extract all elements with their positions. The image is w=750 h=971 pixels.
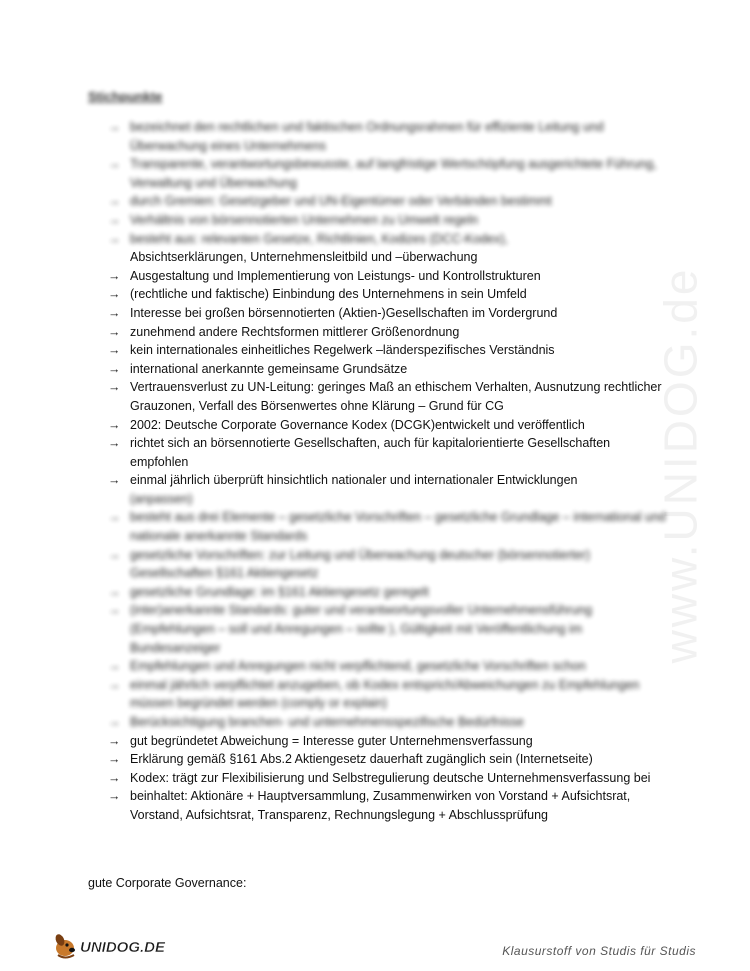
list-item-line: richtet sich an börsennotierte Gesellschaften, auch für kapitalorientierte Gesellschaften empfohlen	[130, 436, 611, 469]
list-item-text	[130, 360, 668, 379]
bullet-list	[108, 118, 668, 825]
arrow-icon: →	[108, 231, 121, 246]
list-item-line: bezeichnet den rechtlichen und faktischen Ordnungsrahmen für effiziente Leitung und Überwachung eines Unternehmens	[130, 120, 604, 153]
arrow-icon: →	[108, 715, 121, 729]
list-item-line: gesetzliche Vorschriften: zur Leitung und Überwachung deutscher (börsennotierter) Gesellschaften §161 Aktiengesetz	[130, 547, 590, 581]
list-item-text	[130, 471, 668, 508]
list-item-line: Verhältnis von börsennotierten Unternehmen zu Umwelt regeln	[130, 212, 479, 227]
list-item-line: gut begründetet Abweichung = Interesse guter Unternehmensverfassung	[130, 733, 533, 748]
list-item-text	[130, 118, 668, 155]
list-item-line: Empfehlungen und Anregungen nicht verpflichtend, gesetzliche Vorschriften schon	[130, 659, 586, 674]
list-item	[108, 732, 668, 751]
list-item-text	[130, 769, 668, 788]
list-item-line: einmal jährlich verpflichtet anzugeben, ob Kodex entsprich/Abweichungen zu Empfehlungen müssen begründet werden (comply or explain)	[130, 677, 640, 711]
list-item-text	[130, 323, 668, 342]
list-item-text	[130, 601, 668, 657]
list-item-line: kein internationales einheitliches Regelwerk –länderspezifisches Verständnis	[130, 343, 555, 358]
arrow-icon: →	[108, 603, 121, 618]
list-item	[108, 546, 668, 583]
list-item-text	[130, 583, 668, 602]
dog-icon	[54, 933, 75, 958]
list-item-text	[130, 192, 668, 211]
list-item-line: besteht aus: relevanten Gesetze, Richtlinien, Kodizes (DCC-Kodex),	[130, 231, 508, 246]
arrow-icon: →	[108, 733, 121, 748]
list-item-line: einmal jährlich überprüft hinsichtlich nationaler und internationaler Entwicklungen	[130, 473, 578, 488]
list-item	[108, 285, 668, 304]
arrow-icon: →	[108, 324, 121, 339]
section-heading: Stichpunkte	[88, 89, 163, 104]
list-item	[108, 750, 668, 769]
arrow-icon: →	[108, 212, 121, 227]
list-item-line: Kodex: trägt zur Flexibilisierung und Selbstregulierung deutsche Unternehmensverfassung bei	[130, 770, 651, 785]
list-item-line: durch Gremien: Gesetzgeber und UN-Eigentümer oder Verbänden bestimmt	[130, 194, 552, 209]
arrow-icon: →	[108, 510, 121, 525]
list-item-text	[130, 508, 668, 545]
list-item-text	[130, 416, 668, 435]
closing-note: gute Corporate Governance:	[88, 876, 247, 890]
list-item-line: Berücksichtigung branchen- und unternehmensspezifische Bedürfnisse	[130, 715, 524, 729]
list-item-text	[130, 676, 668, 713]
footer-slogan: Klausurstoff von Studis für Studis	[502, 944, 696, 958]
arrow-icon: →	[108, 436, 121, 451]
list-item-line: Transparente, verantwortungsbewusste, auf langfristige Wertschöpfung ausgerichtete Führung, Verwaltung und Überwachung	[130, 157, 657, 190]
list-item	[108, 341, 668, 360]
list-item-line: (rechtliche und faktische) Einbindung des Unternehmens in sein Umfeld	[130, 287, 527, 302]
list-item-text	[130, 378, 668, 415]
list-item-continuation: Absichtserklärungen, Unternehmensleitbild und –überwachung	[130, 250, 478, 265]
list-item	[108, 211, 668, 230]
list-item	[108, 787, 668, 824]
list-item-line: Vertrauensverlust zu UN-Leitung: geringes Maß an ethischem Verhalten, Ausnutzung rechtlicher Grauzonen, Verfall des Börsenwertes ohne Klärung – Grund für CG	[130, 380, 662, 413]
list-item	[108, 657, 668, 676]
arrow-icon: →	[108, 752, 121, 767]
list-item-text	[130, 750, 668, 769]
list-item-line: (inter)anerkannte Standards: guter und verantwortungsvoller Unternehmensführung (Empfehlungen – soll und Anregungen – sollte ), Gültigkeit mit Veröffentlichung im Bundesanzeiger	[130, 603, 593, 655]
list-item	[108, 601, 668, 657]
list-item	[108, 434, 668, 471]
arrow-icon: →	[108, 677, 121, 692]
list-item-text	[130, 211, 668, 230]
list-item-text	[130, 304, 668, 323]
list-item	[108, 769, 668, 788]
list-item-line: besteht aus drei Elemente – gesetzliche Vorschriften – gesetzliche Grundlage – international und nationale anerkannte Standards	[130, 510, 666, 544]
list-item-text	[130, 230, 668, 267]
arrow-icon: →	[108, 120, 121, 134]
list-item-continuation: (anpassen)	[130, 491, 193, 506]
list-item-text	[130, 657, 668, 676]
arrow-icon: →	[108, 473, 121, 488]
list-item	[108, 416, 668, 435]
arrow-icon: →	[108, 361, 121, 376]
list-item-text	[130, 787, 668, 824]
list-item	[108, 304, 668, 323]
arrow-icon: →	[108, 157, 121, 172]
list-item	[108, 583, 668, 602]
list-item-line: 2002: Deutsche Corporate Governance Kodex (DCGK)entwickelt und veröffentlich	[130, 417, 585, 432]
list-item	[108, 713, 668, 732]
arrow-icon: →	[108, 659, 121, 674]
list-item-line: zunehmend andere Rechtsformen mittlerer Größenordnung	[130, 324, 460, 339]
list-item-line: Ausgestaltung und Implementierung von Leistungs- und Kontrollstrukturen	[130, 268, 541, 283]
list-item-line: Interesse bei großen börsennotierten (Aktien-)Gesellschaften im Vordergrund	[130, 305, 558, 320]
arrow-icon: →	[108, 305, 121, 320]
logo-text: UNIDOG.DE	[80, 939, 166, 956]
list-item-line: Erklärung gemäß §161 Abs.2 Aktiengesetz dauerhaft zugänglich sein (Internetseite)	[130, 752, 593, 767]
arrow-icon: →	[108, 194, 121, 209]
unidog-logo	[52, 929, 172, 961]
list-item	[108, 118, 668, 155]
list-item-text	[130, 546, 668, 583]
list-item-line: gesetzliche Grundlage: im §161 Aktiengesetz geregelt	[130, 584, 429, 599]
list-item-text	[130, 341, 668, 360]
arrow-icon: →	[108, 417, 121, 432]
list-item	[108, 676, 668, 713]
list-item	[108, 267, 668, 286]
arrow-icon: →	[108, 789, 121, 804]
list-item	[108, 360, 668, 379]
list-item	[108, 378, 668, 415]
list-item-text	[130, 155, 668, 192]
list-item	[108, 192, 668, 211]
list-item-text	[130, 434, 668, 471]
list-item-text	[130, 285, 668, 304]
list-item	[108, 508, 668, 545]
arrow-icon: →	[108, 380, 121, 395]
arrow-icon: →	[108, 547, 121, 562]
list-item	[108, 471, 668, 508]
arrow-icon: →	[108, 584, 121, 599]
arrow-icon: →	[108, 287, 121, 302]
list-item	[108, 323, 668, 342]
list-item	[108, 230, 668, 267]
list-item-text	[130, 713, 668, 732]
list-item-text	[130, 732, 668, 751]
list-item	[108, 155, 668, 192]
watermark-text: www.UNIDOG.de	[654, 266, 707, 664]
list-item-line: international anerkannte gemeinsame Grundsätze	[130, 361, 408, 376]
list-item-line: beinhaltet: Aktionäre + Hauptversammlung, Zusammenwirken von Vorstand + Aufsichtsrat, Vorstand, Aufsichtsrat, Transparenz, Rechnungslegung + Abschlussprüfung	[130, 789, 631, 822]
arrow-icon: →	[108, 770, 121, 785]
list-item-text	[130, 267, 668, 286]
arrow-icon: →	[108, 343, 121, 358]
arrow-icon: →	[108, 268, 121, 283]
